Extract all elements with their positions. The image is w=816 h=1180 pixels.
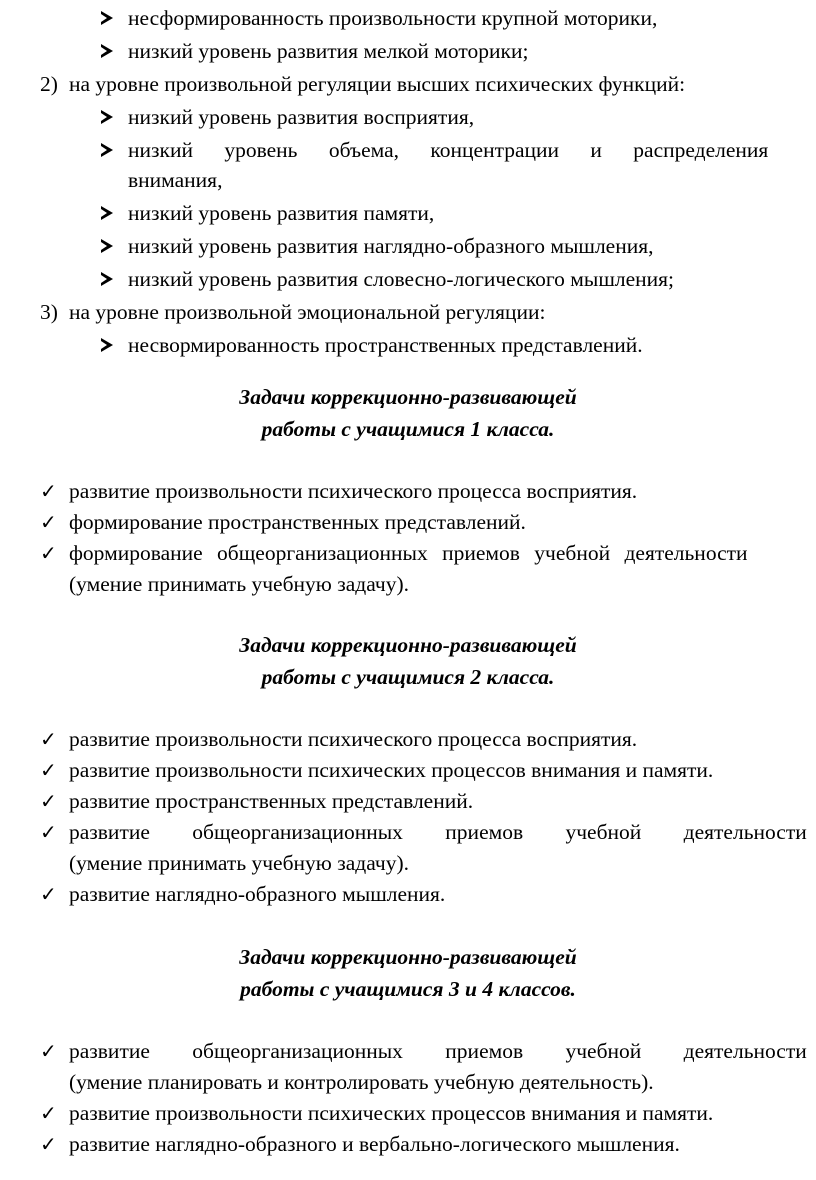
arrow-bullet-icon: [101, 272, 113, 286]
check-icon: ✓: [40, 541, 57, 565]
list-item: развитие наглядно-образного и вербально-логического мышления.: [69, 1132, 680, 1156]
arrow-bullet-icon: [101, 143, 113, 157]
check-icon: ✓: [40, 479, 57, 503]
list-item-text: формирование общеорганизационных приемов учебной деятельности: [69, 541, 748, 565]
section-number: 3): [40, 300, 58, 324]
check-icon: ✓: [40, 1101, 57, 1125]
check-icon: ✓: [40, 510, 57, 534]
list-item: несформированность произвольности крупной моторики,: [128, 6, 658, 30]
list-item: низкий уровень развития мелкой моторики;: [128, 39, 529, 63]
list-item: [69, 538, 796, 568]
list-item: развитие произвольности психического процесса восприятия.: [69, 479, 638, 503]
list-item-continuation: (умение принимать учебную задачу).: [69, 851, 409, 875]
list-item-text: развитие общеорганизационных приемов учебной деятельности: [69, 1039, 807, 1063]
list-item: развитие пространственных представлений.: [69, 789, 474, 813]
check-icon: ✓: [40, 727, 57, 751]
arrow-bullet-icon: [101, 11, 113, 25]
list-item-text: развитие общеорганизационных приемов учебной деятельности: [69, 820, 807, 844]
arrow-bullet-icon: [101, 206, 113, 220]
check-icon: ✓: [40, 882, 57, 906]
list-item-continuation: (умение принимать учебную задачу).: [69, 572, 409, 596]
list-item: [128, 135, 796, 165]
section-heading: работы с учащимися 2 класса.: [261, 665, 555, 689]
list-item-continuation: (умение планировать и контролировать учебную деятельность).: [69, 1070, 654, 1094]
list-item: [69, 1036, 807, 1066]
section-heading: работы с учащимися 3 и 4 классов.: [240, 977, 576, 1001]
list-item-text: низкий уровень объема, концентрации и распределения: [128, 138, 769, 162]
arrow-bullet-icon: [101, 239, 113, 253]
section-heading: Задачи коррекционно-развивающей: [239, 633, 577, 657]
list-item-continuation: внимания,: [128, 168, 223, 192]
list-item: низкий уровень развития наглядно-образного мышления,: [128, 234, 654, 258]
list-item: формирование пространственных представлений.: [69, 510, 526, 534]
list-item: развитие произвольности психических процессов внимания и памяти.: [69, 1101, 714, 1125]
check-icon: ✓: [40, 789, 57, 813]
section-number: 2): [40, 72, 58, 96]
list-item: низкий уровень развития словесно-логического мышления;: [128, 267, 675, 291]
arrow-bullet-icon: [101, 44, 113, 58]
section-heading: Задачи коррекционно-развивающей: [239, 385, 577, 409]
check-icon: ✓: [40, 758, 57, 782]
list-item: несвормированность пространственных представлений.: [128, 333, 643, 357]
list-item: низкий уровень развития памяти,: [128, 201, 435, 225]
list-item: [69, 817, 807, 847]
list-item: развитие наглядно-образного мышления.: [69, 882, 446, 906]
list-item: развитие произвольности психического процесса восприятия.: [69, 727, 638, 751]
section-text: на уровне произвольной эмоциональной регуляции:: [69, 300, 546, 324]
arrow-bullet-icon: [101, 338, 113, 352]
list-item: развитие произвольности психических процессов внимания и памяти.: [69, 758, 714, 782]
section-heading: Задачи коррекционно-развивающей: [239, 945, 577, 969]
check-icon: ✓: [40, 1132, 57, 1156]
check-icon: ✓: [40, 1039, 57, 1063]
list-item: низкий уровень развития восприятия,: [128, 105, 475, 129]
section-text: на уровне произвольной регуляции высших психических функций:: [69, 72, 686, 96]
section-heading: работы с учащимися 1 класса.: [261, 417, 555, 441]
arrow-bullet-icon: [101, 110, 113, 124]
check-icon: ✓: [40, 820, 57, 844]
